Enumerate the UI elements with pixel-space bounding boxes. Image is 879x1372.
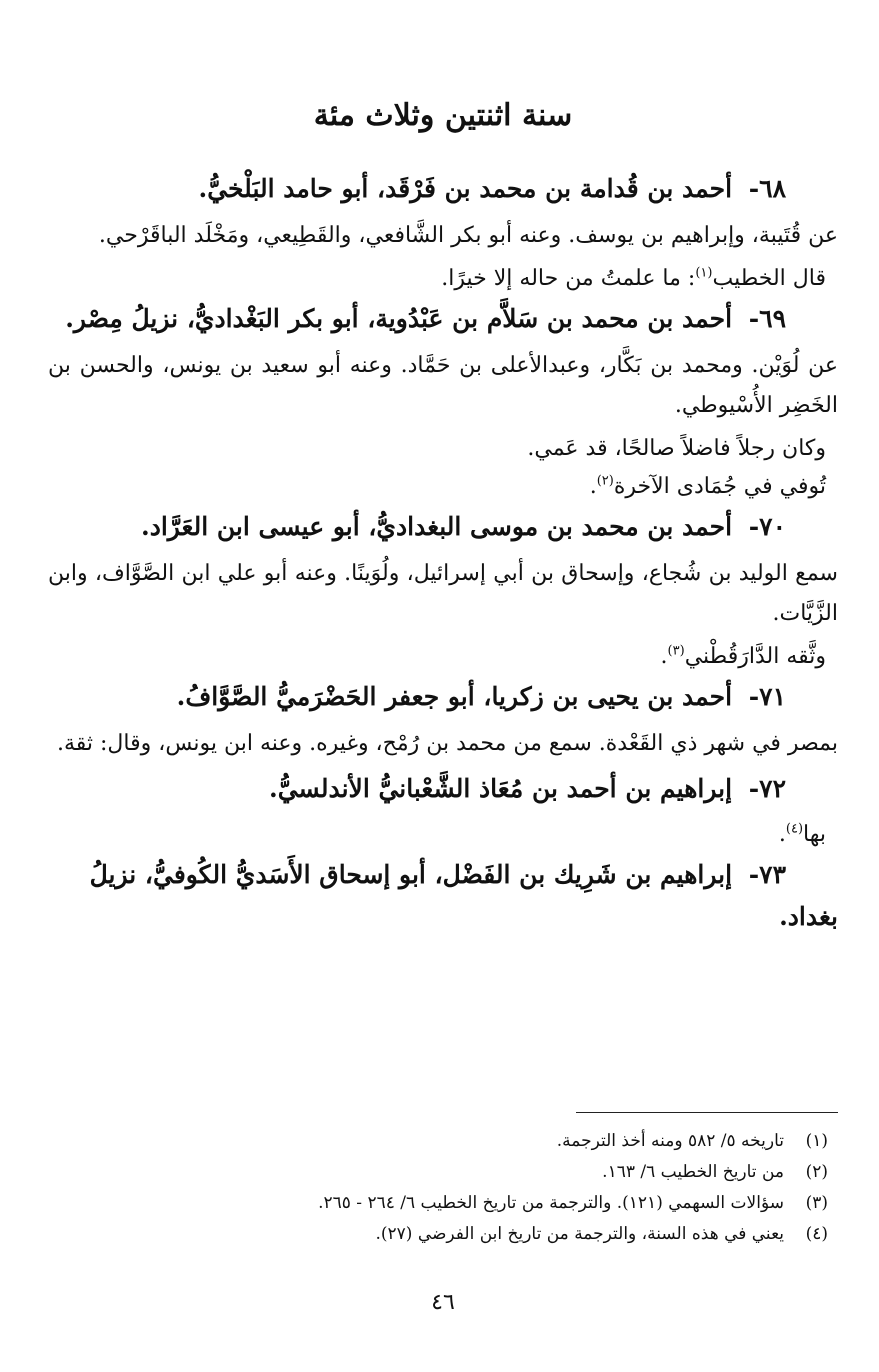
entry-number: ٧٣- <box>748 860 786 889</box>
entry-number: ٧٠- <box>748 512 786 541</box>
footnote-text: من تاريخ الخطيب ٦/ ١٦٣. <box>602 1162 784 1182</box>
entry-72-heading <box>48 768 838 810</box>
footnote-ref-1[interactable]: (١) <box>695 265 713 281</box>
entry-73-heading <box>48 854 838 938</box>
entry-69-body: عن لُوَيْن. ومحمد بن بَكَّار، وعبدالأعلى بن حَمَّاد. وعنه أبو سعيد بن يونس، والحسن بن الخَضِر الأُسْيوطي. <box>48 353 838 418</box>
entry-heading-text: أحمد بن يحيى بن زكريا، أبو جعفر الحَضْرَميُّ الصَّوَّافُ. <box>176 682 733 711</box>
footnote-number: (١) <box>805 1131 828 1151</box>
note-text-end: . <box>660 644 668 669</box>
footnote-number: (٢) <box>805 1162 828 1182</box>
entry-number: ٦٨- <box>748 174 786 203</box>
entry-70-body: سمع الوليد بن شُجاع، وإسحاق بن أبي إسرائيل، ولُوَينًا. وعنه أبو علي ابن الصَّوَّاف، وابن الزَّيَّات. <box>48 561 838 626</box>
entry-69-note: وكان رجلاً فاضلاً صالحًا، قد عَمي. <box>527 436 826 461</box>
book-page <box>48 0 838 1372</box>
entry-72-note <box>48 816 838 854</box>
footnote-text: يعني في هذه السنة، والترجمة من تاريخ ابن الفرضي (٢٧). <box>375 1224 784 1244</box>
entry-70-heading <box>48 506 838 548</box>
entry-heading-text: أحمد بن محمد بن موسى البغداديُّ، أبو عيسى ابن العَرَّاد. <box>140 512 733 541</box>
quote-text: قال الخطيب <box>712 266 826 291</box>
footnote-text: سؤالات السهمي (١٢١). والترجمة من تاريخ الخطيب ٦/ ٢٦٤ - ٢٦٥. <box>318 1193 784 1213</box>
footnote-3 <box>48 1188 838 1219</box>
entry-heading-text: أحمد بن محمد بن سَلاَّم بن عَبْدُوية، أبو بكر البَغْداديُّ، نزيلُ مِصْر. <box>65 304 733 333</box>
footnote-ref-2[interactable]: (٢) <box>596 473 614 489</box>
entry-71-heading <box>48 676 838 718</box>
entries-list <box>48 168 838 944</box>
quote-text-cont: : ما علمتُ من حاله إلا خيرًا. <box>441 266 696 291</box>
footnote-text: تاريخه ٥/ ٥٨٢ ومنه أخذ الترجمة. <box>556 1131 784 1151</box>
entry-heading-text: أحمد بن قُدامة بن محمد بن فَرْقَد، أبو حامد البَلْخيُّ. <box>198 174 733 203</box>
entry-heading-text: إبراهيم بن أحمد بن مُعَاذ الشَّعْبانيُّ الأندلسيُّ. <box>269 774 733 803</box>
footnote-number: (٤) <box>805 1224 828 1244</box>
entry-68-body: عن قُتَيبة، وإبراهيم بن يوسف. وعنه أبو بكر الشَّافعي، والقَطِيعي، ومَخْلَد الباقَرْحي. <box>98 223 838 248</box>
entry-69-heading <box>48 298 838 340</box>
entry-number: ٦٩- <box>748 304 786 333</box>
entry-69-death <box>48 468 838 506</box>
entry-68-quote <box>48 260 838 298</box>
note-text: وثَّقه الدَّارَقُطْني <box>684 644 826 669</box>
footnote-ref-4[interactable]: (٤) <box>785 821 804 837</box>
note-text-end: . <box>778 822 786 847</box>
footnotes <box>48 1126 838 1250</box>
page-number: ٤٦ <box>431 1290 455 1315</box>
entry-71-body: بمصر في شهر ذي القَعْدة. سمع من محمد بن رُمْح، وغيره. وعنه ابن يونس، وقال: ثقة. <box>56 731 838 756</box>
footnote-divider <box>576 1112 838 1113</box>
chapter-title: سنة اثنتين وثلاث مئة <box>313 98 573 133</box>
note-text: بها <box>803 822 826 847</box>
footnote-number: (٣) <box>805 1193 828 1213</box>
footnote-2 <box>48 1157 838 1188</box>
entry-number: ٧١- <box>748 682 786 711</box>
footnote-ref-3[interactable]: (٣) <box>667 643 685 659</box>
entry-68-heading <box>48 168 838 210</box>
footnote-1 <box>48 1126 838 1157</box>
entry-number: ٧٢- <box>748 774 786 803</box>
entry-70-note <box>48 638 838 676</box>
death-text-end: . <box>589 474 597 499</box>
death-text: تُوفي في جُمَادى الآخرة <box>613 474 826 499</box>
entry-heading-text: إبراهيم بن شَرِيك بن الفَضْل، أبو إسحاق الأَسَديُّ الكُوفيُّ، نزيلُ بغداد. <box>89 860 838 931</box>
footnote-4 <box>48 1219 838 1250</box>
